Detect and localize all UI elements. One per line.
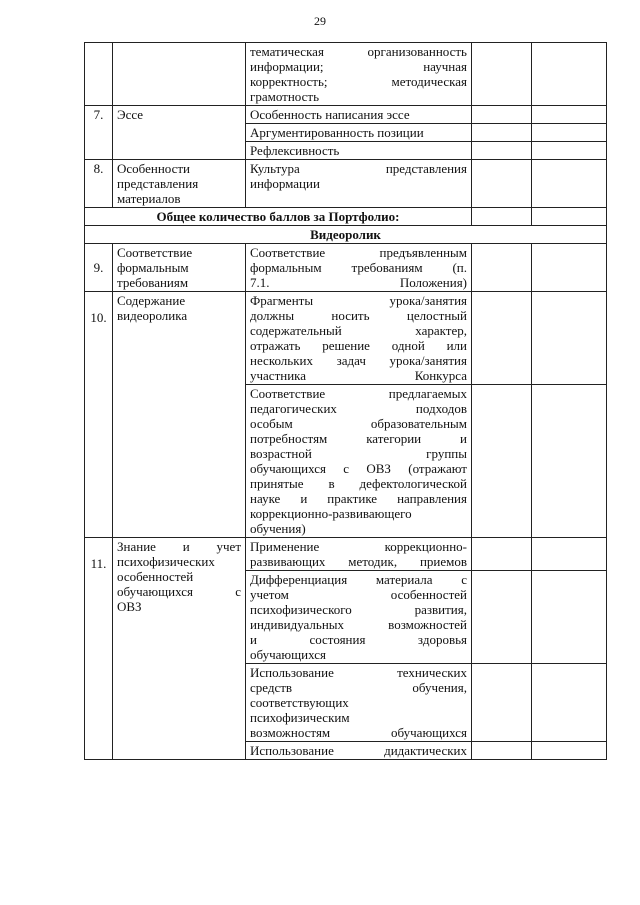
criterion-cell: Соответствие предлагаемых педагогических подходов особым образовательным потребностям категории и возрастной группы обучающихся с ОВЗ (отражают принятые в дефектологической науке и практике направления коррекционно-развивающего обучения) (246, 385, 472, 538)
indicator-name: Содержание видеоролика (113, 292, 246, 538)
criterion-cell: Использование технических средств обучения, соответствующих психофизическим возможностям обучающихся (246, 664, 472, 742)
row-number: 9. (85, 244, 113, 292)
evaluation-table (84, 42, 607, 760)
section-header-row (85, 226, 607, 244)
row-number: 10. (85, 292, 113, 538)
score-cell (532, 160, 607, 208)
score-cell (532, 538, 607, 571)
score-cell (532, 742, 607, 760)
score-cell (472, 106, 532, 124)
score-cell (472, 142, 532, 160)
indicator-name: Соответствие формальным требованиям (113, 244, 246, 292)
criterion-cell: Применение коррекционно- развивающих методик, приемов (246, 538, 472, 571)
row-number: 7. (85, 106, 113, 160)
criterion-cell: Рефлексивность (246, 142, 472, 160)
row-number (85, 43, 113, 106)
score-cell (532, 244, 607, 292)
criterion-cell: Культура представления информации (246, 160, 472, 208)
score-cell (472, 244, 532, 292)
score-cell (532, 385, 607, 538)
indicator-name: Особенности представления материалов (113, 160, 246, 208)
score-cell (472, 160, 532, 208)
score-cell (472, 43, 532, 106)
table-row (85, 160, 607, 208)
page-number: 29 (314, 14, 326, 28)
score-cell (532, 292, 607, 385)
criterion-cell: Соответствие предъявленным формальным требованиям (п. 7.1. Положения) (246, 244, 472, 292)
criterion-cell: тематическая организованность информации; научная корректность; методическая грамотность (246, 43, 472, 106)
table-row (85, 538, 607, 571)
total-label: Общее количество баллов за Портфолио: (85, 208, 472, 226)
table-row (85, 292, 607, 385)
score-cell (472, 292, 532, 385)
criterion-cell: Аргументированность позиции (246, 124, 472, 142)
score-cell (532, 43, 607, 106)
table-row (85, 43, 607, 106)
score-cell (472, 124, 532, 142)
indicator-name: Эссе (113, 106, 246, 160)
score-cell (472, 571, 532, 664)
score-cell (472, 664, 532, 742)
score-cell (532, 142, 607, 160)
score-cell (532, 664, 607, 742)
row-number: 11. (85, 538, 113, 760)
table-row (85, 244, 607, 292)
score-cell (532, 124, 607, 142)
criterion-cell: Дифференциация материала с учетом особенностей психофизического развития, индивидуальных возможностей и состояния здоровья обучающихся (246, 571, 472, 664)
section-title: Видеоролик (85, 226, 607, 244)
score-cell (472, 208, 532, 226)
criterion-cell: Использование дидактических (246, 742, 472, 760)
score-cell (472, 385, 532, 538)
criterion-cell: Особенность написания эссе (246, 106, 472, 124)
indicator-name (113, 43, 246, 106)
indicator-name: Знание и учет психофизических особенностей обучающихся с ОВЗ (113, 538, 246, 760)
criterion-cell: Фрагменты урока/занятия должны носить целостный содержательный характер, отражать решение одной или нескольких задач урока/занятия участника Конкурса (246, 292, 472, 385)
total-row (85, 208, 607, 226)
row-number: 8. (85, 160, 113, 208)
score-cell (532, 571, 607, 664)
score-cell (472, 742, 532, 760)
score-cell (532, 208, 607, 226)
score-cell (472, 538, 532, 571)
score-cell (532, 106, 607, 124)
table-row (85, 106, 607, 124)
